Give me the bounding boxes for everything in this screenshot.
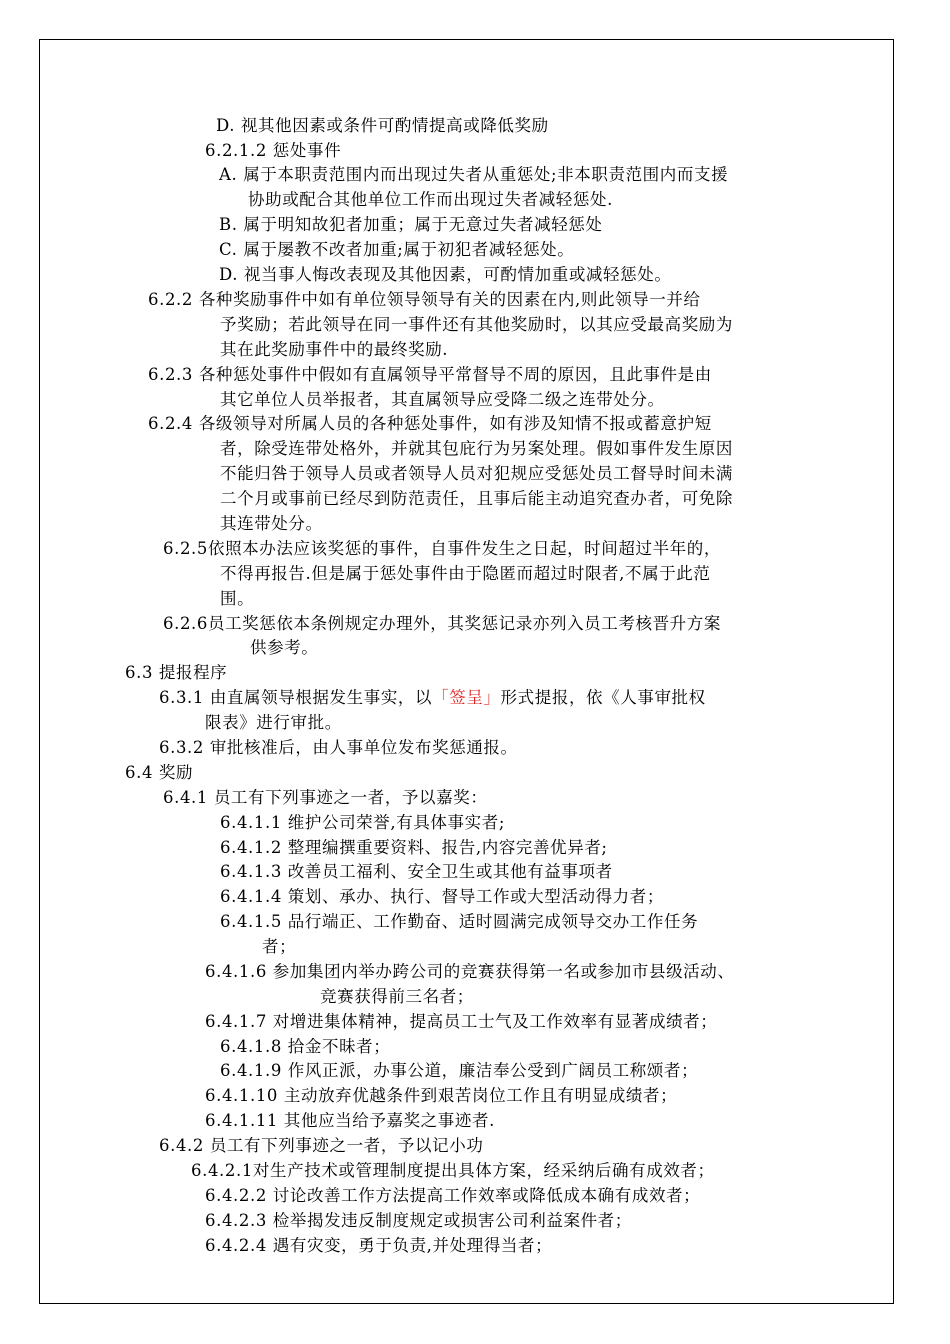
text-line: 6.2.3 各种惩处事件中假如有直属领导平常督导不周的原因，且此事件是由: [148, 365, 712, 384]
text-line: 6.2.4 各级领导对所属人员的各种惩处事件，如有涉及知情不报或蓄意护短: [148, 414, 712, 433]
section-heading: 6.3 提报程序: [125, 663, 228, 682]
list-item: 6.4.1.9 作风正派，办事公道，廉洁奉公受到广阔员工称颂者；: [220, 1061, 699, 1080]
text-line: C. 属于屡教不改者加重;属于初犯者减轻惩处。: [219, 240, 575, 259]
text-line: 者；: [262, 937, 297, 956]
text-span: 形式提报，依《人事审批权: [500, 688, 706, 707]
section-heading: 6.4 奖励: [125, 763, 194, 782]
text-line: 6.2.2 各种奖励事件中如有单位领导领导有关的因素在内,则此领导一并给: [148, 290, 701, 309]
list-item: 6.4.2.4 遇有灾变，勇于负责,并处理得当者；: [205, 1236, 553, 1255]
text-span: 6.3.1 由直属领导根据发生事实，以: [159, 688, 433, 707]
text-line: 予奖励；若此领导在同一事件还有其他奖励时，以其应受最高奖励为: [220, 315, 733, 334]
text-line: 其它单位人员举报者，其直属领导应受降二级之连带处分。: [220, 390, 665, 409]
list-item: 6.4.1.10 主动放弃优越条件到艰苦岗位工作且有明显成绩者；: [205, 1086, 678, 1105]
text-line: 不得再报告.但是属于惩处事件由于隐匿而超过时限者,不属于此范: [220, 564, 711, 583]
text-line: 二个月或事前已经尽到防范责任，且事后能主动追究查办者，可免除: [220, 489, 733, 508]
text-line: 6.4.1 员工有下列事迹之一者，予以嘉奖：: [163, 788, 488, 807]
text-line: 6.3.2 审批核准后，由人事单位发布奖惩通报。: [159, 738, 518, 757]
text-line: A. 属于本职责范围内而出现过失者从重惩处;非本职责范围内而支援: [219, 165, 729, 184]
text-line: 者，除受连带处格外，并就其包庇行为另案处理。假如事件发生原因: [220, 439, 733, 458]
list-item: 6.4.1.7 对增进集体精神，提高员工士气及工作效率有显著成绩者；: [205, 1012, 718, 1031]
list-item: 6.4.2.1对生产技术或管理制度提出具体方案，经采纳后确有成效者；: [191, 1161, 715, 1180]
list-item: 6.4.1.5 品行端正、工作勤奋、适时圆满完成领导交办工作任务: [220, 912, 699, 931]
text-line: D. 视其他因素或条件可酌情提高或降低奖励: [216, 116, 549, 135]
text-line: 6.2.6员工奖惩依本条例规定办理外，其奖惩记录亦列入员工考核晋升方案: [163, 614, 721, 633]
list-item: 6.4.1.4 策划、承办、执行、督导工作或大型活动得力者；: [220, 887, 664, 906]
text-line: 协助或配合其他单位工作而出现过失者减轻惩处.: [248, 190, 613, 209]
text-line: 围。: [220, 589, 255, 608]
list-item: 6.4.1.11 其他应当给予嘉奖之事迹者.: [205, 1111, 495, 1130]
list-item: 6.4.2.3 检举揭发违反制度规定或损害公司利益案件者；: [205, 1211, 632, 1230]
text-line: 竞赛获得前三名者；: [320, 987, 474, 1006]
text-line: 其连带处分。: [220, 514, 323, 533]
text-line: D. 视当事人悔改表现及其他因素，可酌情加重或减轻惩处。: [219, 265, 672, 284]
list-item: 6.4.1.3 改善员工福利、安全卫生或其他有益事项者: [220, 862, 613, 881]
section-heading: 6.2.1.2 惩处事件: [205, 141, 342, 160]
text-line: 其在此奖励事件中的最终奖励.: [220, 340, 449, 359]
highlight-text: 「签呈」: [432, 688, 501, 707]
list-item: 6.4.1.1 维护公司荣誉,有具体事实者;: [220, 813, 505, 832]
text-line: 6.4.2 员工有下列事迹之一者，予以记小功: [159, 1136, 484, 1155]
text-line: B. 属于明知故犯者加重；属于无意过失者减轻惩处: [219, 215, 603, 234]
text-line: 6.2.5依照本办法应该奖惩的事件，自事件发生之日起，时间超过半年的，: [163, 539, 721, 558]
list-item: 6.4.2.2 讨论改善工作方法提高工作效率或降低成本确有成效者；: [205, 1186, 701, 1205]
text-line: 不能归咎于领导人员或者领导人员对犯规应受惩处员工督导时间未满: [220, 464, 733, 483]
list-item: 6.4.1.8 拾金不昧者；: [220, 1037, 391, 1056]
list-item: 6.4.1.6 参加集团内举办跨公司的竞赛获得第一名或参加市县级活动、: [205, 962, 735, 981]
list-item: 6.4.1.2 整理编撰重要资料、报告,内容完善优异者;: [220, 838, 608, 857]
text-line: 供参考。: [250, 638, 319, 657]
text-line: 限表》进行审批。: [205, 713, 342, 732]
text-line: [159, 688, 706, 708]
